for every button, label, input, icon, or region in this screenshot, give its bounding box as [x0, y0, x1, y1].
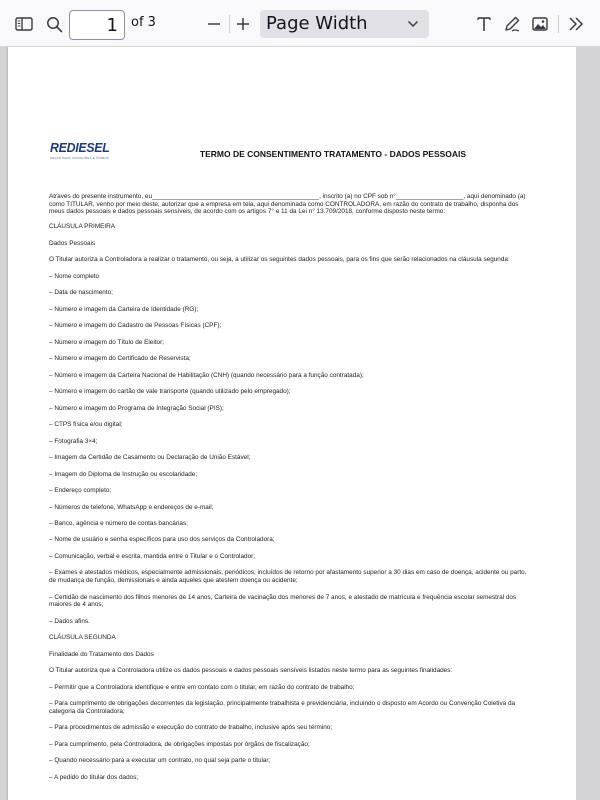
- document-viewer[interactable]: [0, 47, 600, 800]
- search-icon[interactable]: [45, 15, 63, 33]
- company-logo: [50, 140, 113, 160]
- document-paragraph: – Imagem do Diploma de Instrução ou escolaridade;: [49, 470, 198, 478]
- document-paragraph: – Comunicação, verbal e escrita, mantida entre o Titular e o Controlador;: [49, 552, 256, 560]
- logo-text: REDIESEL: [50, 140, 110, 155]
- document-paragraph: – Nome de usuário e senha específicos para uso dos serviços da Controladora;: [49, 536, 275, 544]
- document-paragraph: – Imagem da Certidão de Casamento ou Declaração de União Estável;: [49, 454, 251, 462]
- document-paragraph: CLÁUSULA SEGUNDA: [49, 634, 116, 642]
- zoom-select-value: Page Width: [266, 13, 368, 34]
- document-paragraph: – Exames e atestados médicos, especialmente admissionais, periódicos, incluídos de retorno por afastamento superior a 30 dias em caso de doença, acidente ou parto, de mudança de função, demissionais e ainda aqueles que atestem doença ou acidente;: [49, 569, 527, 585]
- zoom-select[interactable]: [260, 10, 429, 38]
- document-paragraph: CLÁUSULA PRIMEIRA: [49, 223, 116, 231]
- document-paragraph: – Dados afins.: [49, 617, 90, 625]
- document-paragraph: – Número e imagem do Cadastro de Pessoas Físicas (CPF);: [49, 322, 222, 330]
- document-paragraph: – Certidão de nascimento dos filhos menores de 14 anos, Carteira de vacinação dos menores de 7 anos, e atestado de matrícula e frequência escolar semestral dos maiores de 4 anos;: [49, 593, 517, 609]
- pdf-toolbar: [0, 0, 600, 47]
- document-paragraph: Dados Pessoais: [49, 239, 96, 247]
- sidebar-toggle-icon[interactable]: [14, 15, 34, 33]
- text-tool-icon[interactable]: [474, 14, 494, 34]
- pdf-page: [8, 47, 592, 800]
- viewer-right-strip: [576, 47, 600, 800]
- more-tools-icon[interactable]: [566, 14, 586, 34]
- document-paragraph: – Número e imagem do Título de Eleitor;: [49, 338, 164, 346]
- document-paragraph: – Para procedimentos de admissão e execução do contrato de trabalho, inclusive após seu término;: [49, 724, 333, 732]
- document-title: TERMO DE CONSENTIMENTO TRATAMENTO - DADOS PESSOAIS: [199, 149, 467, 159]
- tools-divider: [558, 15, 559, 33]
- document-paragraph: – Banco, agência e número de contas bancárias;: [49, 520, 188, 527]
- page-count-label: of 3: [131, 15, 156, 30]
- document-paragraph: – Permitir que a Controladora identifique e entre em contato com o titular, em razão do contrato de trabalho;: [49, 683, 355, 691]
- document-paragraph: – Número e imagem do Certificado de Reservista;: [49, 355, 191, 363]
- document-paragraph: Finalidade do Tratamento dos Dados: [49, 650, 154, 658]
- document-paragraph: – Número e imagem da Carteira de Identidade (RG);: [49, 305, 199, 313]
- document-paragraph: – Para cumprimento, pela Controladora, de obrigações impostas por órgãos de fiscalização;: [49, 740, 310, 748]
- add-image-icon[interactable]: [530, 14, 550, 34]
- zoom-out-icon[interactable]: [205, 15, 223, 33]
- document-paragraph: O Titular autoriza a Controladora a realizar o tratamento, ou seja, a utilizar os seguintes dados pessoais, para os fins que serão relacionados na cláusula segunda:: [49, 256, 510, 264]
- document-paragraph: – Número e imagem da Carteira Nacional de Habilitação (CNH) (quando necessário para a função contratada);: [49, 371, 364, 379]
- document-paragraph: O Titular autoriza que a Controladora utilize os dados pessoais e dados pessoais sensíveis listados neste termo para as seguintes finalidades:: [49, 667, 453, 675]
- document-paragraph: – Número e imagem do cartão de vale transporte (quando utilizado pelo empregado);: [49, 388, 291, 396]
- document-paragraph: – Números de telefone, WhatsApp e endereços de e-mail;: [49, 503, 214, 511]
- document-body: [49, 193, 529, 790]
- document-paragraph: – Para cumprimento de obrigações decorrentes da legislação, principalmente trabalhista e previdenciária, incluindo o disposto em Acordo ou Convenção Coletiva da categoria da Controladora;: [49, 700, 516, 715]
- chevron-down-icon: [407, 10, 419, 38]
- document-paragraph: – Nome completo: [49, 272, 100, 280]
- document-paragraph: – CTPS física e/ou digital;: [49, 421, 123, 429]
- document-paragraph: – Data de nascimento;: [49, 289, 113, 297]
- document-paragraph: – Endereço completo;: [49, 487, 112, 495]
- logo-tagline: PEÇAS PARA CAMINHÕES E ÔNIBUS: [50, 156, 109, 160]
- intro-paragraph: Através do presente instrumento, eu_______________________________________________, inscrito (a) no CPF sob n°___________________, aqui denominado (a) como TITULAR, venho por meio deste, autorizar que a empresa em tela, aqui denominada como CONTROLADORA, em razão do contrato de trabalho, disponha dos meus dados pessoais e dados pessoais sensíveis, de acordo com os artigos 7° e 11 da Lei n° 13.709/2018, conforme disposto neste termo:: [49, 193, 526, 216]
- document-paragraph: – Quando necessário para a executar um contrato, no qual seja parte o titular;: [49, 757, 271, 765]
- document-paragraph: – Fotografia 3×4;: [49, 437, 98, 445]
- document-paragraph: – Número e imagem do Programa de Integração Social (PIS);: [49, 404, 224, 412]
- document-paragraph: – A pedido do titular dos dados;: [49, 773, 139, 781]
- draw-pen-icon[interactable]: [502, 14, 522, 34]
- page-number-input[interactable]: [69, 10, 125, 40]
- zoom-divider: [229, 15, 230, 33]
- zoom-in-icon[interactable]: [234, 15, 252, 33]
